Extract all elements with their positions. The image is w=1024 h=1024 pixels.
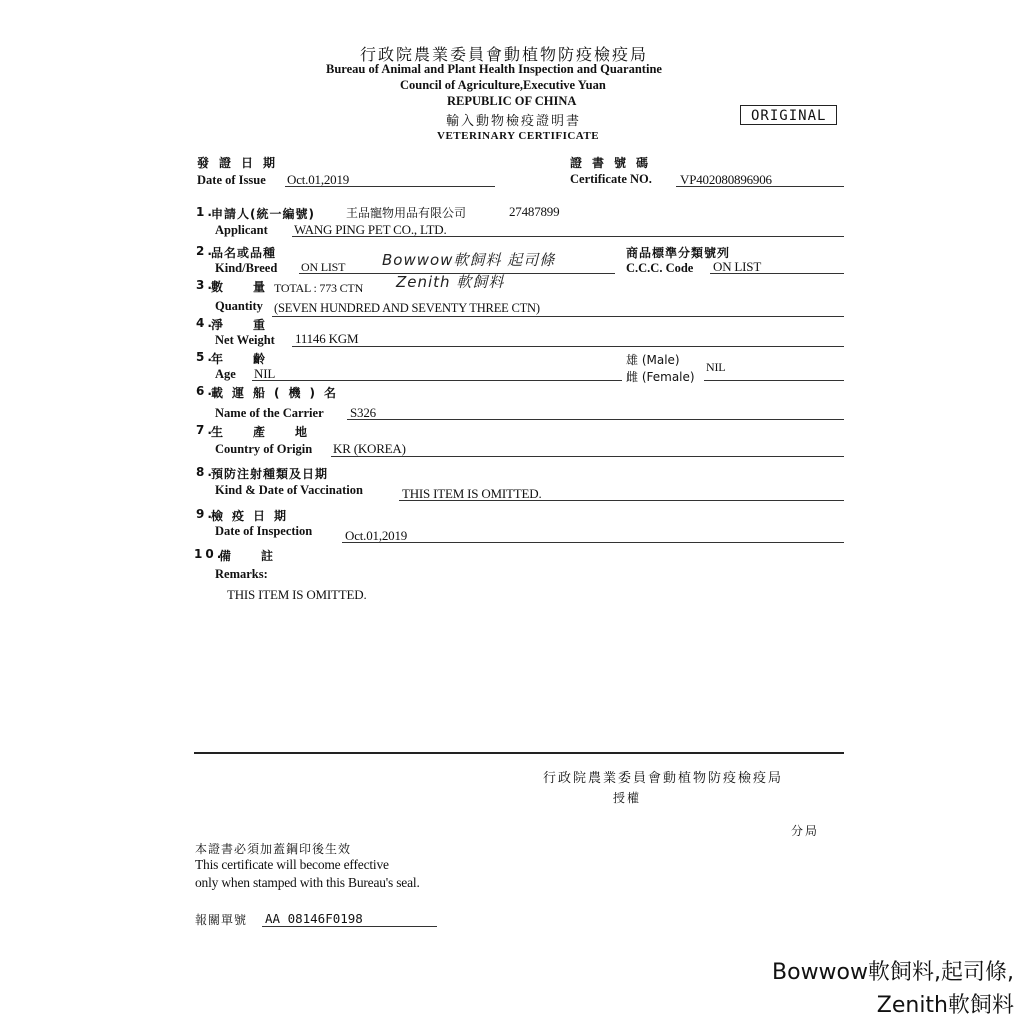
remarks-value: THIS ITEM IS OMITTED. <box>227 587 367 602</box>
customs-underline <box>262 926 437 927</box>
age-label-zh: 年齡 <box>211 352 296 366</box>
quantity-value: (SEVEN HUNDRED AND SEVENTY THREE CTN) <box>274 301 540 315</box>
vaccination-label-en: Kind & Date of Vaccination <box>215 483 363 497</box>
caption-line1: Bowwow軟飼料,起司條, <box>772 960 1014 985</box>
ccc-label-zh: 商品標準分類號列 <box>626 246 731 260</box>
certificate-no-underline <box>676 186 844 187</box>
bureau-name-zh: 行政院農業委員會動植物防疫檢疫局 <box>360 45 649 64</box>
origin-label-en: Country of Origin <box>215 442 313 456</box>
net-weight-number: 4. <box>196 316 215 330</box>
original-stamp: ORIGINAL <box>740 105 837 125</box>
seal-notice-en-line2: only when stamped with this Bureau's seal. <box>195 875 420 890</box>
male-label: 雄 (Male) <box>626 353 680 367</box>
seal-notice-en-line1: This certificate will become effective <box>195 857 389 872</box>
certificate-no-label-en: Certificate NO. <box>570 172 652 186</box>
certificate-no-value: VP402080896906 <box>680 172 772 187</box>
certificate-no-label-zh: 證書號碼 <box>570 156 659 170</box>
net-weight-underline <box>292 346 844 347</box>
kind-label-en: Kind/Breed <box>215 261 278 275</box>
carrier-underline <box>347 419 844 420</box>
origin-value: KR (KOREA) <box>333 441 406 456</box>
origin-label-zh: 生產地 <box>211 425 338 439</box>
inspection-label-en: Date of Inspection <box>215 524 313 538</box>
caption-line2: Zenith軟飼料 <box>876 993 1014 1018</box>
kind-handwriting: Bowwow軟飼料 起司條 <box>382 251 556 269</box>
ccc-label-en: C.C.C. Code <box>626 261 694 275</box>
inspection-underline <box>342 542 844 543</box>
certificate-title-en: VETERINARY CERTIFICATE <box>437 130 600 142</box>
certificate-title-zh: 輸入動物檢疫證明書 <box>446 114 582 129</box>
applicant-id: 27487899 <box>509 204 560 219</box>
issue-date-label-en: Date of Issue <box>197 173 266 187</box>
age-label-en: Age <box>215 367 236 381</box>
ccc-value: ON LIST <box>713 259 762 274</box>
council-name-en: Council of Agriculture,Executive Yuan <box>400 78 606 92</box>
vaccination-number: 8. <box>196 465 215 479</box>
footer-authority-zh: 行政院農業委員會動植物防疫檢疫局 <box>543 771 784 786</box>
kind-number: 2. <box>196 244 215 258</box>
seal-notice-zh: 本證書必須加蓋鋼印後生效 <box>195 842 352 856</box>
applicant-number: 1. <box>196 205 215 219</box>
issue-date-label-zh: 發證日期 <box>197 156 286 170</box>
quantity-handwriting: Zenith 軟飼料 <box>396 273 505 291</box>
remarks-label-en: Remarks: <box>215 567 268 581</box>
customs-value: AA 08146F0198 <box>265 911 363 926</box>
applicant-label-en: Applicant <box>215 223 268 237</box>
female-label: 雌 (Female) <box>626 370 695 384</box>
kind-value: ON LIST <box>301 260 346 274</box>
carrier-number: 6. <box>196 384 215 398</box>
quantity-label-zh: 數量 <box>211 280 296 294</box>
origin-underline <box>331 456 844 457</box>
applicant-label-zh: 申請人(統一編號) <box>211 207 315 221</box>
vaccination-label-zh: 預防注射種類及日期 <box>211 467 329 481</box>
footer-divider <box>194 752 844 754</box>
footer-authorized-zh: 授權 <box>613 791 642 805</box>
inspection-value: Oct.01,2019 <box>345 528 408 543</box>
quantity-underline <box>272 316 844 317</box>
quantity-number: 3. <box>196 278 215 292</box>
footer-branch-zh: 分局 <box>791 824 820 838</box>
customs-label-zh: 報關單號 <box>195 913 248 927</box>
applicant-name-zh: 王品寵物用品有限公司 <box>346 206 467 220</box>
quantity-label-en: Quantity <box>215 299 263 313</box>
net-weight-value: 11146 KGM <box>295 331 359 346</box>
sex-underline <box>704 380 844 381</box>
sex-value: NIL <box>706 360 726 374</box>
age-number: 5. <box>196 350 215 364</box>
remarks-label-zh: 備註 <box>219 549 304 563</box>
age-value: NIL <box>254 366 276 381</box>
origin-number: 7. <box>196 423 215 437</box>
kind-label-zh: 品名或品種 <box>211 246 277 260</box>
remarks-number: 10. <box>194 547 225 561</box>
vaccination-underline <box>399 500 844 501</box>
carrier-value: S326 <box>350 405 376 420</box>
carrier-label-en: Name of the Carrier <box>215 406 324 420</box>
applicant-value: WANG PING PET CO., LTD. <box>294 222 447 237</box>
issue-date-value: Oct.01,2019 <box>287 172 350 187</box>
quantity-total: TOTAL : 773 CTN <box>274 281 364 295</box>
net-weight-label-en: Net Weight <box>215 333 275 347</box>
vaccination-value: THIS ITEM IS OMITTED. <box>402 486 542 501</box>
inspection-label-zh: 檢疫日期 <box>211 509 296 523</box>
issue-date-underline <box>285 186 495 187</box>
bureau-name-en: Bureau of Animal and Plant Health Inspection and Quarantine <box>326 62 662 76</box>
ccc-underline <box>710 273 844 274</box>
net-weight-label-zh: 淨重 <box>211 318 296 332</box>
applicant-underline <box>292 236 844 237</box>
inspection-number: 9. <box>196 507 215 521</box>
carrier-label-zh: 載運船(機)名 <box>211 386 345 400</box>
country-name-en: REPUBLIC OF CHINA <box>447 94 577 108</box>
age-underline <box>252 380 622 381</box>
